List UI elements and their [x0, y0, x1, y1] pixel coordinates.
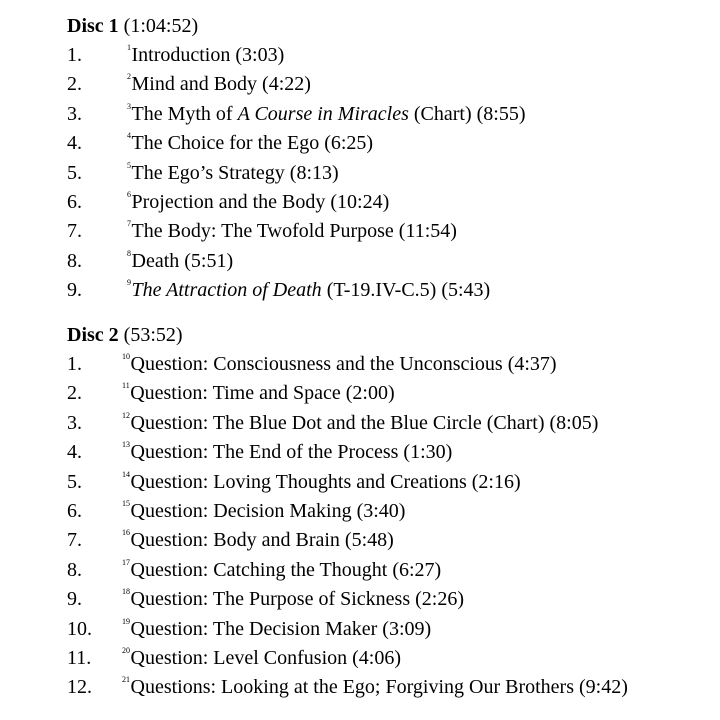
track-title-suffix: (T-19.IV-C.5) (5:43) [321, 279, 491, 302]
track-title-text: Questions: Looking at the Ego; Forgiving Our Brothers (9:42) [130, 676, 628, 699]
track-title-text: Question: Loving Thoughts and Creations (2:16) [130, 470, 521, 493]
track-item [0, 188, 720, 217]
track-title-text: Question: The End of the Process (1:30) [130, 441, 453, 464]
track-number: 4. [67, 132, 82, 155]
track-item [0, 615, 720, 644]
track-item [0, 217, 720, 246]
track-number: 3. [67, 102, 82, 125]
disc-1-duration: (1:04:52) [123, 15, 199, 37]
track-title [122, 497, 405, 526]
track-title-text: Question: Catching the Thought (6:27) [130, 558, 442, 581]
track-item [0, 100, 720, 129]
footnote-number: 1 [127, 43, 131, 52]
footnote-number: 7 [127, 219, 131, 229]
track-item [0, 468, 720, 497]
track-title-text: Question: Time and Space (2:00) [130, 382, 395, 405]
track-item [0, 556, 720, 585]
track-title-text: Mind and Body (4:22) [131, 73, 311, 96]
footnote-number: 15 [122, 498, 130, 508]
disc-2-duration: (53:52) [123, 324, 183, 346]
disc-1-header [0, 12, 720, 41]
track-item [0, 70, 720, 99]
track-number: 2. [67, 73, 82, 96]
footnote-number: 10 [122, 352, 130, 361]
disc-2-label: Disc 2 [67, 324, 119, 346]
track-item [0, 497, 720, 526]
track-title [127, 247, 233, 276]
track-item [0, 41, 720, 70]
track-title [127, 276, 490, 305]
track-title [122, 438, 452, 467]
track-title [127, 129, 373, 158]
track-number: 9. [67, 279, 82, 302]
footnote-number: 13 [122, 440, 130, 450]
track-title [122, 644, 401, 673]
track-number: 7. [67, 529, 82, 552]
track-item [0, 379, 720, 408]
disc-2-header [0, 321, 720, 350]
footnote-number: 19 [122, 616, 130, 626]
track-title-text: The Ego’s Strategy (8:13) [131, 161, 339, 184]
track-title-italic: The Attraction of Death [131, 279, 322, 302]
track-title [122, 379, 395, 408]
track-number: 6. [67, 190, 82, 213]
track-number: 7. [67, 220, 82, 243]
footnote-number: 9 [127, 278, 131, 288]
track-title [122, 673, 628, 702]
track-title [127, 100, 526, 129]
track-item [0, 247, 720, 276]
track-title-text: The Myth of [131, 102, 238, 125]
footnote-number: 21 [122, 675, 130, 685]
footnote-number: 14 [122, 469, 130, 479]
footnote-number: 12 [122, 410, 130, 420]
track-item [0, 159, 720, 188]
footnote-number: 18 [122, 587, 130, 597]
disc-2-section [0, 321, 720, 703]
footnote-number: 11 [122, 381, 130, 391]
track-title [127, 41, 284, 70]
track-number: 9. [67, 588, 82, 611]
footnote-number: 16 [122, 528, 130, 538]
track-number: 10. [67, 617, 92, 640]
track-title-text: The Body: The Twofold Purpose (11:54) [131, 220, 457, 243]
disc-1-section [0, 12, 720, 306]
track-item [0, 673, 720, 702]
footnote-number: 6 [127, 189, 131, 199]
track-title [122, 468, 521, 497]
track-number: 8. [67, 558, 82, 581]
track-title-text: Question: Level Confusion (4:06) [130, 646, 402, 669]
track-title [122, 526, 394, 555]
track-title-text: Question: The Blue Dot and the Blue Circle (Chart) (8:05) [130, 411, 599, 434]
track-item [0, 276, 720, 305]
track-title-text: The Choice for the Ego (6:25) [131, 132, 374, 155]
track-title [122, 585, 464, 614]
track-title [127, 70, 311, 99]
track-title [122, 556, 441, 585]
track-item [0, 585, 720, 614]
track-title-text: Projection and the Body (10:24) [131, 190, 390, 213]
track-title-italic: A Course in Miracles [237, 102, 409, 125]
track-title-text: Question: Body and Brain (5:48) [130, 529, 394, 552]
footnote-number: 17 [122, 557, 130, 567]
track-number: 5. [67, 470, 82, 493]
track-title-text: Death (5:51) [131, 249, 234, 272]
track-title-text: Introduction (3:03) [131, 44, 285, 66]
track-title-text: Question: Decision Making (3:40) [130, 499, 406, 522]
track-item [0, 438, 720, 467]
track-title-suffix: (Chart) (8:55) [408, 102, 526, 125]
track-item [0, 526, 720, 555]
track-title-text: Question: The Purpose of Sickness (2:26) [130, 588, 464, 611]
track-number: 1. [67, 353, 82, 375]
footnote-number: 4 [127, 131, 131, 141]
track-item [0, 129, 720, 158]
track-item [0, 644, 720, 673]
track-title [127, 159, 339, 188]
track-number: 2. [67, 382, 82, 405]
track-title [122, 615, 431, 644]
track-title [122, 350, 557, 379]
track-item [0, 350, 720, 379]
footnote-number: 20 [122, 645, 130, 655]
footnote-number: 2 [127, 72, 131, 82]
track-title-text: Question: Consciousness and the Unconscious (4:37) [130, 353, 557, 375]
disc-1-label: Disc 1 [67, 15, 119, 37]
footnote-number: 8 [127, 248, 131, 258]
track-number: 8. [67, 249, 82, 272]
track-number: 5. [67, 161, 82, 184]
track-title [127, 217, 457, 246]
track-item [0, 409, 720, 438]
track-title [122, 409, 598, 438]
footnote-number: 5 [127, 160, 131, 170]
track-title-text: Question: The Decision Maker (3:09) [130, 617, 432, 640]
track-number: 1. [67, 44, 82, 66]
track-number: 3. [67, 411, 82, 434]
track-number: 4. [67, 441, 82, 464]
footnote-number: 3 [127, 101, 131, 111]
track-title [127, 188, 389, 217]
track-number: 6. [67, 499, 82, 522]
track-number: 12. [67, 676, 92, 699]
track-number: 11. [67, 646, 92, 669]
